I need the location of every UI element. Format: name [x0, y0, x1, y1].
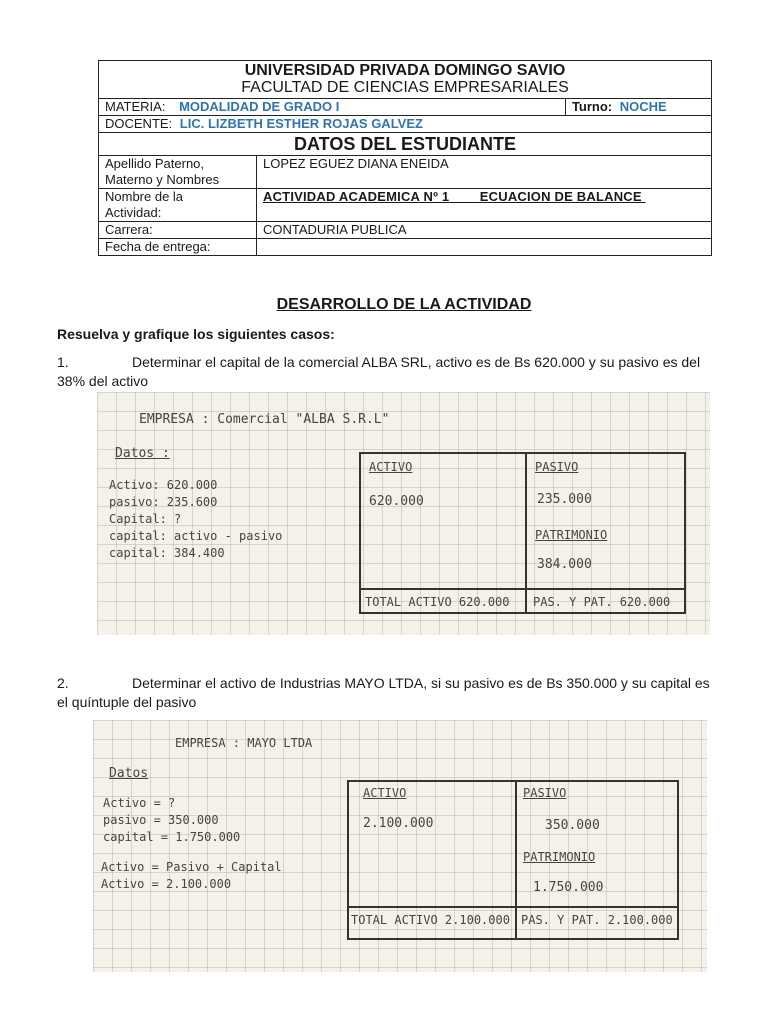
photo1-pasivo-header: PASIVO — [535, 460, 579, 474]
docente-label: DOCENTE: — [105, 116, 173, 131]
carrera-label: Carrera: — [99, 222, 257, 239]
materia-value: MODALIDAD DE GRADO I — [179, 99, 340, 114]
nombre-label-cell — [99, 156, 257, 189]
photo1-total-activo: TOTAL ACTIVO 620.000 — [365, 595, 510, 609]
photo2-line-pasivo: pasivo = 350.000 — [103, 813, 219, 827]
photo2-pasivo-value: 350.000 — [545, 818, 600, 833]
photo1-empresa: EMPRESA : Comercial "ALBA S.R.L" — [139, 412, 390, 427]
photo1-line-activo: Activo: 620.000 — [109, 478, 218, 492]
problem-2 — [57, 674, 767, 712]
handwritten-photo-2 — [93, 720, 707, 972]
docente-cell — [99, 116, 712, 133]
photo2-t-divider — [515, 780, 517, 940]
photo1-line-pasivo: pasivo: 235.600 — [109, 495, 218, 509]
problem-1 — [57, 353, 767, 391]
header-table — [98, 60, 712, 256]
actividad-value — [263, 189, 646, 205]
photo1-pasivo-value: 235.000 — [537, 492, 592, 507]
student-name: LOPEZ EGUEZ DIANA ENEIDA — [257, 156, 712, 189]
datos-title: DATOS DEL ESTUDIANTE — [99, 133, 712, 156]
photo2-activo-value: 2.100.000 — [363, 816, 434, 831]
photo2-pasivo-header: PASIVO — [523, 786, 567, 800]
photo1-datos: Datos : — [115, 446, 170, 461]
problem-1-line2: 38% del activo — [57, 373, 149, 389]
problem-2-number: 2. — [57, 675, 69, 691]
nombre-label-line2: Materno y Nombres — [105, 172, 220, 187]
actividad-label-line1: Nombre de la — [105, 189, 184, 204]
docente-value: LIC. LIZBETH ESTHER ROJAS GALVEZ — [179, 116, 423, 131]
photo2-line-formula: Activo = Pasivo + Capital — [101, 860, 282, 874]
photo2-total-pas-pat: PAS. Y PAT. 2.100.000 — [521, 913, 673, 927]
photo2-activo-header: ACTIVO — [363, 786, 407, 800]
handwritten-photo-1 — [97, 392, 710, 635]
actividad-topic: ECUACION DE BALANCE — [479, 189, 642, 204]
actividad-value-cell — [257, 189, 712, 222]
photo1-patrimonio-header: PATRIMONIO — [535, 528, 608, 542]
photo1-patrimonio-value: 384.000 — [537, 557, 592, 572]
photo2-datos: Datos — [109, 766, 149, 781]
photo2-line-activo: Activo = 2.100.000 — [101, 877, 232, 891]
carrera-value: CONTADURIA PUBLICA — [257, 222, 712, 239]
photo1-total-pas-pat: PAS. Y PAT. 620.000 — [533, 595, 671, 609]
materia-cell — [99, 99, 566, 116]
photo1-line-capital: capital: 384.400 — [109, 546, 225, 560]
photo1-line-formula: capital: activo - pasivo — [109, 529, 283, 543]
photo1-activo-value: 620.000 — [369, 494, 424, 509]
nombre-label-line1: Apellido Paterno, — [105, 156, 205, 171]
problem-1-line1: Determinar el capital de la comercial ALBA SRL, activo es de Bs 620.000 y su pasivo es del — [132, 354, 701, 370]
instructions: Resuelva y grafique los siguientes casos: — [57, 326, 335, 342]
problem-1-number: 1. — [57, 354, 69, 370]
actividad-name: ACTIVIDAD ACADEMICA Nº 1 — [263, 189, 450, 204]
photo2-total-activo: TOTAL ACTIVO 2.100.000 — [351, 913, 510, 927]
photo2-empresa: EMPRESA : MAYO LTDA — [175, 736, 313, 750]
photo2-patrimonio-value: 1.750.000 — [533, 880, 604, 895]
faculty-name: FACULTAD DE CIENCIAS EMPRESARIALES — [99, 79, 712, 99]
university-name: UNIVERSIDAD PRIVADA DOMINGO SAVIO — [99, 61, 712, 80]
actividad-label-line2: Actividad: — [105, 205, 162, 220]
turno-value: NOCHE — [619, 99, 667, 114]
photo1-activo-header: ACTIVO — [369, 460, 413, 474]
actividad-label-cell — [99, 189, 257, 222]
photo1-line-capital-q: Capital: ? — [109, 512, 182, 526]
photo1-t-total-line — [359, 588, 686, 590]
fecha-value — [257, 239, 712, 256]
turno-cell — [565, 99, 711, 116]
photo2-t-total-line — [347, 906, 679, 908]
materia-label: MATERIA: — [105, 99, 166, 114]
problem-2-line1: Determinar el activo de Industrias MAYO LTDA, si su pasivo es de Bs 350.000 y su capital es — [132, 675, 710, 691]
problem-2-line2: el quíntuple del pasivo — [57, 694, 197, 710]
section-title: DESARROLLO DE LA ACTIVIDAD — [276, 296, 532, 313]
fecha-label: Fecha de entrega: — [99, 239, 257, 256]
photo2-line-capital: capital = 1.750.000 — [103, 830, 241, 844]
photo2-patrimonio-header: PATRIMONIO — [523, 850, 596, 864]
photo2-line-activo-q: Activo = ? — [103, 796, 176, 810]
turno-label: Turno: — [571, 99, 613, 114]
